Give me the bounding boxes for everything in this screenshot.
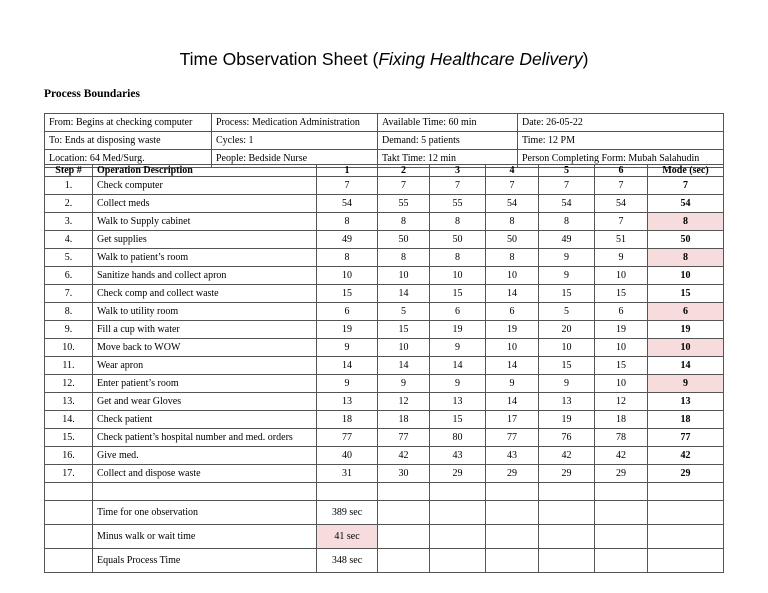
operation-description: Collect meds	[93, 195, 317, 213]
column-header: 3	[430, 165, 486, 177]
step-number: 8.	[45, 303, 93, 321]
observation-value: 18	[595, 411, 648, 429]
observation-value: 77	[317, 429, 378, 447]
step-row	[45, 411, 724, 429]
observation-value: 12	[378, 393, 430, 411]
observation-value: 10	[539, 339, 595, 357]
observation-value: 18	[378, 411, 430, 429]
operation-description: Walk to Supply cabinet	[93, 213, 317, 231]
meta-row	[45, 114, 724, 132]
blank-cell	[378, 483, 430, 501]
step-row	[45, 231, 724, 249]
observation-value: 8	[486, 213, 539, 231]
observation-value: 9	[430, 375, 486, 393]
observation-value: 6	[595, 303, 648, 321]
observation-value: 31	[317, 465, 378, 483]
observation-value: 7	[378, 177, 430, 195]
observation-value: 20	[539, 321, 595, 339]
observation-value: 9	[317, 339, 378, 357]
summary-label: Time for one observation	[93, 501, 317, 525]
observation-value: 8	[378, 213, 430, 231]
cycles-cell: Cycles: 1	[212, 132, 378, 150]
observation-value: 7	[595, 213, 648, 231]
step-number: 11.	[45, 357, 93, 375]
summary-row	[45, 549, 724, 573]
blank-cell	[378, 525, 430, 549]
observation-value: 42	[539, 447, 595, 465]
blank-cell	[648, 549, 724, 573]
date-cell: Date: 26-05-22	[518, 114, 724, 132]
operation-description: Move back to WOW	[93, 339, 317, 357]
summary-value: 41 sec	[317, 525, 378, 549]
blank-cell	[93, 483, 317, 501]
blank-cell	[45, 483, 93, 501]
step-number: 6.	[45, 267, 93, 285]
observation-value: 15	[539, 357, 595, 375]
process-cell: Process: Medication Administration	[212, 114, 378, 132]
observation-value: 43	[486, 447, 539, 465]
operation-description: Get supplies	[93, 231, 317, 249]
page-title: Time Observation Sheet (Fixing Healthcare Delivery)	[179, 49, 589, 69]
blank-cell	[539, 525, 595, 549]
blank-cell	[486, 501, 539, 525]
observation-value: 8	[378, 249, 430, 267]
column-header: Mode (sec)	[648, 165, 724, 177]
observation-value: 19	[430, 321, 486, 339]
mode-value: 15	[648, 285, 724, 303]
takt-time-cell: Takt Time: 12 min	[378, 150, 518, 168]
observation-value: 15	[430, 285, 486, 303]
step-number: 2.	[45, 195, 93, 213]
observation-value: 54	[595, 195, 648, 213]
step-number: 13.	[45, 393, 93, 411]
observation-value: 9	[486, 375, 539, 393]
observation-value: 42	[595, 447, 648, 465]
observation-value: 29	[539, 465, 595, 483]
step-row	[45, 447, 724, 465]
observation-value: 9	[539, 249, 595, 267]
observation-value: 15	[595, 357, 648, 375]
blank-cell	[45, 549, 93, 573]
step-row	[45, 249, 724, 267]
step-row	[45, 213, 724, 231]
observation-value: 6	[486, 303, 539, 321]
mode-value: 42	[648, 447, 724, 465]
step-row	[45, 393, 724, 411]
mode-value: 18	[648, 411, 724, 429]
observation-value: 77	[378, 429, 430, 447]
observation-value: 54	[539, 195, 595, 213]
observation-value: 30	[378, 465, 430, 483]
observation-value: 15	[317, 285, 378, 303]
summary-row	[45, 525, 724, 549]
demand-cell: Demand: 5 patients	[378, 132, 518, 150]
observation-value: 9	[378, 375, 430, 393]
observation-value: 9	[595, 249, 648, 267]
observation-value: 54	[486, 195, 539, 213]
blank-cell	[430, 525, 486, 549]
observation-value: 43	[430, 447, 486, 465]
observation-value: 49	[317, 231, 378, 249]
meta-row	[45, 132, 724, 150]
mode-value: 9	[648, 375, 724, 393]
blank-cell	[317, 483, 378, 501]
people-cell: People: Bedside Nurse	[212, 150, 378, 168]
observation-value: 29	[430, 465, 486, 483]
blank-cell	[539, 501, 595, 525]
step-number: 10.	[45, 339, 93, 357]
observation-value: 8	[430, 213, 486, 231]
blank-cell	[430, 501, 486, 525]
step-number: 1.	[45, 177, 93, 195]
observation-value: 14	[486, 357, 539, 375]
step-number: 16.	[45, 447, 93, 465]
blank-cell	[378, 501, 430, 525]
observation-value: 19	[595, 321, 648, 339]
blank-cell	[648, 483, 724, 501]
summary-value: 389 sec	[317, 501, 378, 525]
observation-value: 12	[595, 393, 648, 411]
column-header: Operation Description	[93, 165, 317, 177]
observation-value: 17	[486, 411, 539, 429]
observation-value: 54	[317, 195, 378, 213]
operation-description: Check computer	[93, 177, 317, 195]
blank-cell	[539, 483, 595, 501]
step-number: 15.	[45, 429, 93, 447]
observation-value: 9	[539, 267, 595, 285]
blank-cell	[595, 525, 648, 549]
mode-value: 10	[648, 267, 724, 285]
step-row	[45, 177, 724, 195]
observation-table	[44, 164, 724, 573]
observation-value: 49	[539, 231, 595, 249]
observation-value: 10	[595, 267, 648, 285]
observation-value: 10	[595, 339, 648, 357]
step-row	[45, 285, 724, 303]
observation-value: 14	[430, 357, 486, 375]
observation-value: 19	[539, 411, 595, 429]
mode-value: 29	[648, 465, 724, 483]
observation-value: 14	[486, 393, 539, 411]
observation-value: 19	[486, 321, 539, 339]
observation-value: 14	[378, 357, 430, 375]
observation-value: 10	[486, 267, 539, 285]
step-number: 7.	[45, 285, 93, 303]
observation-value: 8	[317, 213, 378, 231]
mode-value: 50	[648, 231, 724, 249]
header-row	[45, 165, 724, 177]
mode-value: 8	[648, 213, 724, 231]
step-row	[45, 465, 724, 483]
person-completing-cell: Person Completing Form: Mubah Salahudin	[518, 150, 724, 168]
observation-value: 10	[430, 267, 486, 285]
observation-value: 10	[486, 339, 539, 357]
blank-cell	[45, 501, 93, 525]
observation-value: 50	[378, 231, 430, 249]
operation-description: Enter patient’s room	[93, 375, 317, 393]
observation-value: 15	[539, 285, 595, 303]
observation-value: 9	[317, 375, 378, 393]
observation-value: 15	[595, 285, 648, 303]
blank-row	[45, 483, 724, 501]
blank-cell	[595, 483, 648, 501]
summary-label: Equals Process Time	[93, 549, 317, 573]
blank-cell	[45, 525, 93, 549]
time-cell: Time: 12 PM	[518, 132, 724, 150]
blank-cell	[648, 501, 724, 525]
operation-description: Walk to utility room	[93, 303, 317, 321]
step-number: 14.	[45, 411, 93, 429]
mode-value: 19	[648, 321, 724, 339]
blank-cell	[486, 525, 539, 549]
operation-description: Collect and dispose waste	[93, 465, 317, 483]
observation-value: 19	[317, 321, 378, 339]
step-row	[45, 339, 724, 357]
observation-value: 7	[430, 177, 486, 195]
operation-description: Get and wear Gloves	[93, 393, 317, 411]
observation-value: 10	[378, 267, 430, 285]
observation-value: 51	[595, 231, 648, 249]
operation-description: Wear apron	[93, 357, 317, 375]
blank-cell	[430, 483, 486, 501]
observation-value: 10	[595, 375, 648, 393]
step-row	[45, 267, 724, 285]
observation-value: 5	[378, 303, 430, 321]
observation-value: 80	[430, 429, 486, 447]
observation-value: 8	[539, 213, 595, 231]
step-row	[45, 303, 724, 321]
operation-description: Give med.	[93, 447, 317, 465]
observation-value: 18	[317, 411, 378, 429]
operation-description: Check patient’s hospital number and med. orders	[93, 429, 317, 447]
mode-value: 6	[648, 303, 724, 321]
column-header: 6	[595, 165, 648, 177]
mode-value: 14	[648, 357, 724, 375]
observation-value: 15	[378, 321, 430, 339]
summary-label: Minus walk or wait time	[93, 525, 317, 549]
blank-cell	[648, 525, 724, 549]
observation-value: 5	[539, 303, 595, 321]
observation-value: 14	[378, 285, 430, 303]
blank-cell	[595, 501, 648, 525]
observation-value: 9	[430, 339, 486, 357]
step-number: 3.	[45, 213, 93, 231]
mode-value: 10	[648, 339, 724, 357]
observation-value: 29	[595, 465, 648, 483]
operation-description: Check comp and collect waste	[93, 285, 317, 303]
step-row	[45, 195, 724, 213]
column-header: 2	[378, 165, 430, 177]
operation-description: Fill a cup with water	[93, 321, 317, 339]
observation-value: 6	[317, 303, 378, 321]
location-cell: Location: 64 Med/Surg.	[45, 150, 212, 168]
blank-cell	[539, 549, 595, 573]
step-number: 9.	[45, 321, 93, 339]
observation-value: 7	[317, 177, 378, 195]
mode-value: 7	[648, 177, 724, 195]
step-row	[45, 321, 724, 339]
step-number: 17.	[45, 465, 93, 483]
observation-value: 7	[595, 177, 648, 195]
observation-value: 42	[378, 447, 430, 465]
column-header: Step #	[45, 165, 93, 177]
section-heading: Process Boundaries	[44, 88, 140, 100]
blank-cell	[430, 549, 486, 573]
blank-cell	[378, 549, 430, 573]
blank-cell	[486, 549, 539, 573]
observation-value: 6	[430, 303, 486, 321]
observation-value: 9	[539, 375, 595, 393]
summary-value: 348 sec	[317, 549, 378, 573]
observation-value: 13	[539, 393, 595, 411]
step-number: 4.	[45, 231, 93, 249]
operation-description: Sanitize hands and collect apron	[93, 267, 317, 285]
observation-value: 14	[486, 285, 539, 303]
operation-description: Walk to patient’s room	[93, 249, 317, 267]
operation-description: Check patient	[93, 411, 317, 429]
observation-value: 55	[430, 195, 486, 213]
observation-value: 13	[317, 393, 378, 411]
observation-value: 40	[317, 447, 378, 465]
step-row	[45, 357, 724, 375]
process-boundaries-table	[44, 113, 724, 168]
observation-value: 8	[430, 249, 486, 267]
observation-value: 77	[486, 429, 539, 447]
summary-row	[45, 501, 724, 525]
observation-value: 13	[430, 393, 486, 411]
column-header: 5	[539, 165, 595, 177]
from-cell: From: Begins at checking computer	[45, 114, 212, 132]
observation-value: 7	[539, 177, 595, 195]
observation-value: 50	[430, 231, 486, 249]
step-row	[45, 429, 724, 447]
mode-value: 8	[648, 249, 724, 267]
observation-value: 76	[539, 429, 595, 447]
step-number: 12.	[45, 375, 93, 393]
blank-cell	[486, 483, 539, 501]
available-time-cell: Available Time: 60 min	[378, 114, 518, 132]
step-row	[45, 375, 724, 393]
observation-value: 15	[430, 411, 486, 429]
column-header: 1	[317, 165, 378, 177]
observation-value: 8	[317, 249, 378, 267]
blank-cell	[595, 549, 648, 573]
mode-value: 77	[648, 429, 724, 447]
observation-value: 10	[317, 267, 378, 285]
mode-value: 54	[648, 195, 724, 213]
observation-value: 8	[486, 249, 539, 267]
step-number: 5.	[45, 249, 93, 267]
observation-value: 29	[486, 465, 539, 483]
observation-value: 7	[486, 177, 539, 195]
observation-value: 14	[317, 357, 378, 375]
observation-value: 50	[486, 231, 539, 249]
column-header: 4	[486, 165, 539, 177]
mode-value: 13	[648, 393, 724, 411]
observation-value: 55	[378, 195, 430, 213]
observation-value: 10	[378, 339, 430, 357]
observation-value: 78	[595, 429, 648, 447]
to-cell: To: Ends at disposing waste	[45, 132, 212, 150]
